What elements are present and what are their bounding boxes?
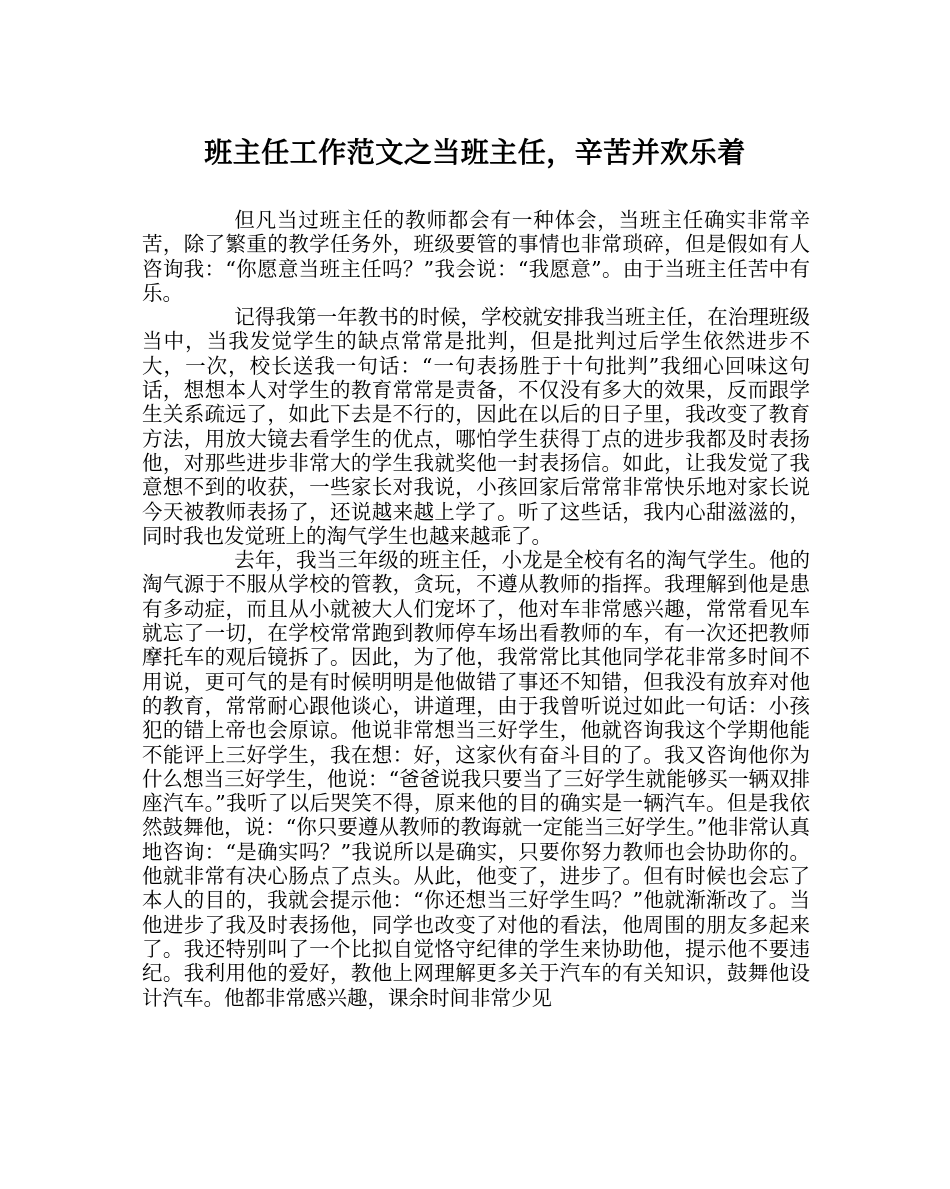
document-title: 班主任工作范文之当班主任，辛苦并欢乐着 (204, 136, 746, 169)
paragraph-1: 但凡当过班主任的教师都会有一种体会，当班主任确实非常辛苦，除了繁重的教学任务外，班级要管的事情也非常琐碎，但是假如有人咨询我：“你愿意当班主任吗？”我会说：“我愿意”。由于当班主任苦中有乐。 (142, 208, 810, 305)
paragraph-3: 去年，我当三年级的班主任，小龙是全校有名的淘气学生。他的淘气源于不服从学校的管教，贪玩，不遵从教师的指挥。我理解到他是患有多动症，而且从小就被大人们宠坏了，他对车非常感兴趣，常常看见车就忘了一切，在学校常常跑到教师停车场出看教师的车，有一次还把教师摩托车的观后镜拆了。因此，为了他，我常常比其他同学花非常多时间不用说，更可气的是有时候明明是他做错了事还不知错，但我没有放弃对他的教育，常常耐心跟他谈心，讲道理，由于我曾听说过如此一句话：小孩犯的错上帝也会原谅。他说非常想当三好学生，他就咨询我这个学期他能不能评上三好学生，我在想：好，这家伙有奋斗目的了。我又咨询他你为什么想当三好学生，他说：“爸爸说我只要当了三好学生就能够买一辆双排座汽车。”我听了以后哭笑不得，原来他的目的确实是一辆汽车。但是我依然鼓舞他，说：“你只要遵从教师的教诲就一定能当三好学生。”他非常认真地咨询：“是确实吗？”我说所以是确实，只要你努力教师也会协助你的。他就非常有决心肠点了点头。从此，他变了，进步了。但有时候也会忘了本人的目的，我就会提示他：“你还想当三好学生吗？”他就渐渐改了。当他进步了我及时表扬他，同学也改变了对他的看法，他周围的朋友多起来了。我还特别叫了一个比拟自觉恪守纪律的学生来协助他，提示他不要违纪。我利用他的爱好，教他上网理解更多关于汽车的有关知识，鼓舞他设计汽车。他都非常感兴趣，课余时间非常少见 (142, 548, 810, 1010)
document-body (142, 208, 810, 1010)
paragraph-2: 记得我第一年教书的时候，学校就安排我当班主任，在治理班级当中，当我发觉学生的缺点常常是批判，但是批判过后学生依然进步不大，一次，校长送我一句话：“一句表扬胜于十句批判”我细心回味这句话，想想本人对学生的教育常常是责备，不仅没有多大的效果，反而跟学生关系疏远了，如此下去是不行的，因此在以后的日子里，我改变了教育方法，用放大镜去看学生的优点，哪怕学生获得丁点的进步我都及时表扬他，对那些进步非常大的学生我就奖他一封表扬信。如此，让我发觉了我意想不到的收获，一些家长对我说，小孩回家后常常非常快乐地对家长说今天被教师表扬了，还说越来越上学了。听了这些话，我内心甜滋滋的，同时我也发觉班上的淘气学生也越来越乖了。 (142, 305, 810, 548)
